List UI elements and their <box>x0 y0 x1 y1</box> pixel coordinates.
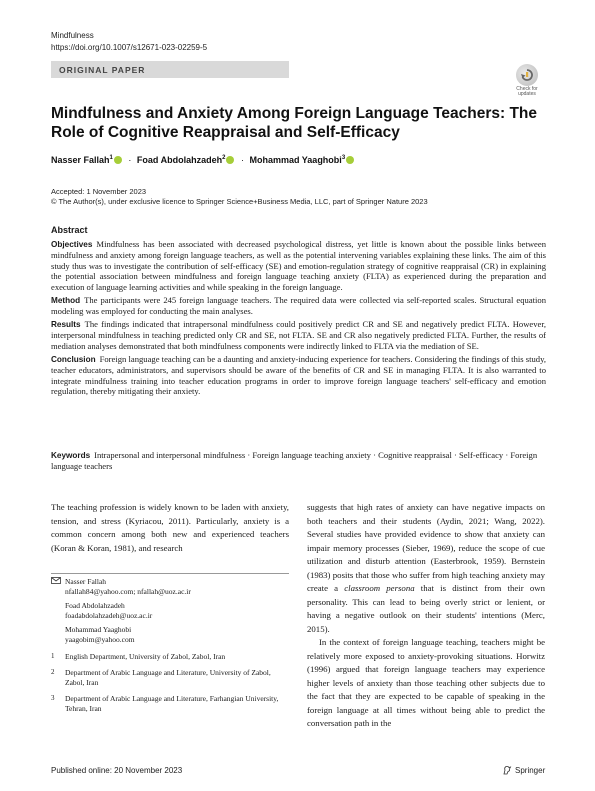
citation-link[interactable]: 1969 <box>432 542 451 553</box>
section-text: The findings indicated that intrapersonal mindfulness could positively predict CR and SE and negatively predict FLTA. However, interpersonal mindfulness in teaching predicted only CR and SE, not FLTA. SE and CR also negatively predicted FLTA. Further, the results of mediation analyses demonstrated that both mindfulness components were indirectly linked to FLTA via the mediation of SE. <box>51 318 546 351</box>
author-contact-name: Mohammad Yaaghobi <box>65 625 132 635</box>
affiliation-mark: 2 <box>222 155 226 161</box>
copyright-notice: © The Author(s), under exclusive licence to Springer Science+Business Media, LLC, part of Springer Nature 2023 <box>51 197 428 206</box>
section-text: Foreign language teaching can be a daunting and anxiety-inducing experience for teachers. Considering the findings of this study, teacher educators, administrators, and supervisors should be aware of the benefits of CR and SE in managing FLTA. It is also warranted to integrate mindfulness training into teacher education programs in order to improve foreign language teachers' self-efficacy and emotion regulation, thereby mitigating their anxiety. <box>51 353 546 397</box>
body-column-right <box>307 501 545 731</box>
author-email[interactable]: nfallah84@yahoo.com; nfallah@uoz.ac.ir <box>65 586 191 596</box>
citation-link[interactable]: 2021 <box>468 515 487 526</box>
orcid-icon[interactable] <box>346 156 354 164</box>
body-text: ), and research <box>131 542 183 553</box>
author-separator: · <box>128 155 132 165</box>
author-separator: · <box>240 155 244 165</box>
body-text: ). Bernstein ( <box>307 556 545 580</box>
body-text: ). <box>324 623 330 634</box>
section-head: Results <box>51 319 81 329</box>
affiliation-number: 2 <box>51 668 55 677</box>
publisher-logo <box>502 765 545 775</box>
article-type-banner: ORIGINAL PAPER <box>51 61 289 78</box>
citation-link[interactable]: 1981 <box>113 542 132 553</box>
author-list <box>51 155 355 165</box>
check-updates-icon <box>516 64 538 86</box>
keywords-head: Keywords <box>51 451 91 460</box>
article-title: Mindfulness and Anxiety Among Foreign Language Teachers: The Role of Cognitive Reappraisal and Self-Efficacy <box>51 105 538 141</box>
published-date: Published online: 20 November 2023 <box>51 766 183 775</box>
author-name[interactable]: Nasser Fallah <box>51 155 110 165</box>
check-for-updates-button[interactable] <box>510 64 544 98</box>
body-paragraph <box>307 501 545 636</box>
citation-link[interactable]: 1996 <box>309 664 328 674</box>
affiliation-mark: 1 <box>109 155 113 161</box>
author-contact-name: Foad Abdolahzadeh <box>65 601 125 611</box>
section-head: Objectives <box>51 239 93 249</box>
orcid-icon[interactable] <box>226 156 234 164</box>
affiliation-number: 3 <box>51 694 55 703</box>
orcid-icon[interactable] <box>114 156 122 164</box>
affiliation-entry <box>51 668 289 687</box>
body-column-left <box>51 501 289 555</box>
affiliation-text: Department of Arabic Language and Literature, Farhangian University, Tehran, Iran <box>65 694 279 713</box>
correspondence-entry <box>51 577 289 596</box>
keywords-text: Intrapersonal and interpersonal mindfulness · Foreign language teaching anxiety · Cognitive reappraisal · Self-efficacy · Foreign language teachers <box>51 450 538 471</box>
affiliation-text: Department of Arabic Language and Literature, University of Zabol, Zabol, Iran <box>65 668 271 687</box>
abstract-method <box>51 295 546 317</box>
italic-term: classroom persona <box>344 583 415 593</box>
section-text: Mindfulness has been associated with decreased psychological distress, yet little is known about the possible links between mindfulness and anxiety among foreign language teachers, as well as the potential intervening variables explaining these links. The aim of this study thus was to investigate the contribution of self-efficacy (SE) and emotion-regulation strategy of cognitive reappraisal (CR) in explaining the potential association between mindfulness and foreign language teaching anxiety (FLTA) as experienced during the preparation and execution of language learning activities and while speaking in the foreign language. <box>51 238 546 292</box>
body-text: ; Wang, <box>486 515 523 526</box>
affiliation-mark: 3 <box>341 155 346 161</box>
author-name[interactable]: Foad Abdolahzadeh <box>136 155 223 165</box>
author-footnotes <box>51 577 289 714</box>
keywords <box>51 450 546 472</box>
section-head: Method <box>51 295 81 305</box>
body-text: ). Several studies have provided evidence to show that anxiety can impair memory processes (Sieber, <box>307 515 545 553</box>
body-text: In the context of foreign language teaching, teachers might be relatively more exposed to anxiety-provoking situations. Horwitz ( <box>307 637 545 674</box>
check-updates-label: Check for updates <box>516 86 538 97</box>
affiliation-number: 1 <box>51 651 55 660</box>
author-contact <box>51 625 289 644</box>
citation-link[interactable]: 2015 <box>307 623 325 634</box>
affiliation-entry <box>51 652 289 662</box>
author-name[interactable]: Mohammad Yaaghobi <box>249 155 342 165</box>
abstract <box>51 225 546 399</box>
author-contact <box>51 601 289 620</box>
citation-link[interactable]: 2011 <box>168 515 186 526</box>
abstract-heading: Abstract <box>51 225 88 235</box>
body-paragraph <box>307 636 545 731</box>
body-text: suggests that high rates of anxiety can have negative impacts on both teachers and their students (Aydin, <box>307 502 545 526</box>
body-text: ) argued that foreign language teachers may experience higher levels of anxiety than those teaching other subjects due to the fact that they are expected to be capable of speaking in the foreign language at all times without being able to predict the conversation path in the <box>307 664 545 728</box>
journal-name: Mindfulness <box>51 31 94 40</box>
body-text: that is distinct from their own personality. This can lead to being overly strict or lenient, or having a negative outlook on their students' intentions (Merc, <box>307 583 546 620</box>
citation-link[interactable]: 2022 <box>522 515 540 526</box>
citation-link[interactable]: 1959 <box>483 556 502 566</box>
section-text: The participants were 245 foreign language teachers. The required data were collected via self-reported scales. Structural equation modeling was employed for conducting the main analyses. <box>51 294 546 317</box>
abstract-conclusion <box>51 354 546 397</box>
publisher-name: Springer <box>515 765 546 775</box>
accepted-date: Accepted: 1 November 2023 <box>51 187 147 196</box>
body-text: The teaching profession is widely known to be laden with anxiety, tension, and stress (Kyriacou, <box>51 502 289 526</box>
body-text: ), reduce the scope of cue utilization and disturb attention (Easterbrook, <box>307 542 545 566</box>
abstract-objectives <box>51 239 546 293</box>
section-head: Conclusion <box>51 354 96 364</box>
citation-link[interactable]: 1983 <box>309 569 328 580</box>
affiliation-entry <box>51 694 289 713</box>
doi-link[interactable]: https://doi.org/10.1007/s12671-023-02259-5 <box>51 43 208 52</box>
corresponding-author-name: Nasser Fallah <box>65 577 107 586</box>
author-email[interactable]: foadabdolahzadeh@uoz.ac.ir <box>65 610 153 620</box>
affiliation-text: English Department, University of Zabol, Zabol, Iran <box>65 651 226 661</box>
footnote-divider <box>51 573 289 574</box>
body-text: ) posits that those who suffer from high teaching anxiety may create a <box>307 569 545 593</box>
body-text: ). Particularly, anxiety is a common concern among both new and experienced teachers (Koran & Koran, <box>51 515 289 553</box>
abstract-results <box>51 319 546 352</box>
springer-horse-icon <box>502 765 512 775</box>
author-email[interactable]: yaagobim@yahoo.com <box>65 634 135 644</box>
envelope-icon <box>51 577 65 596</box>
